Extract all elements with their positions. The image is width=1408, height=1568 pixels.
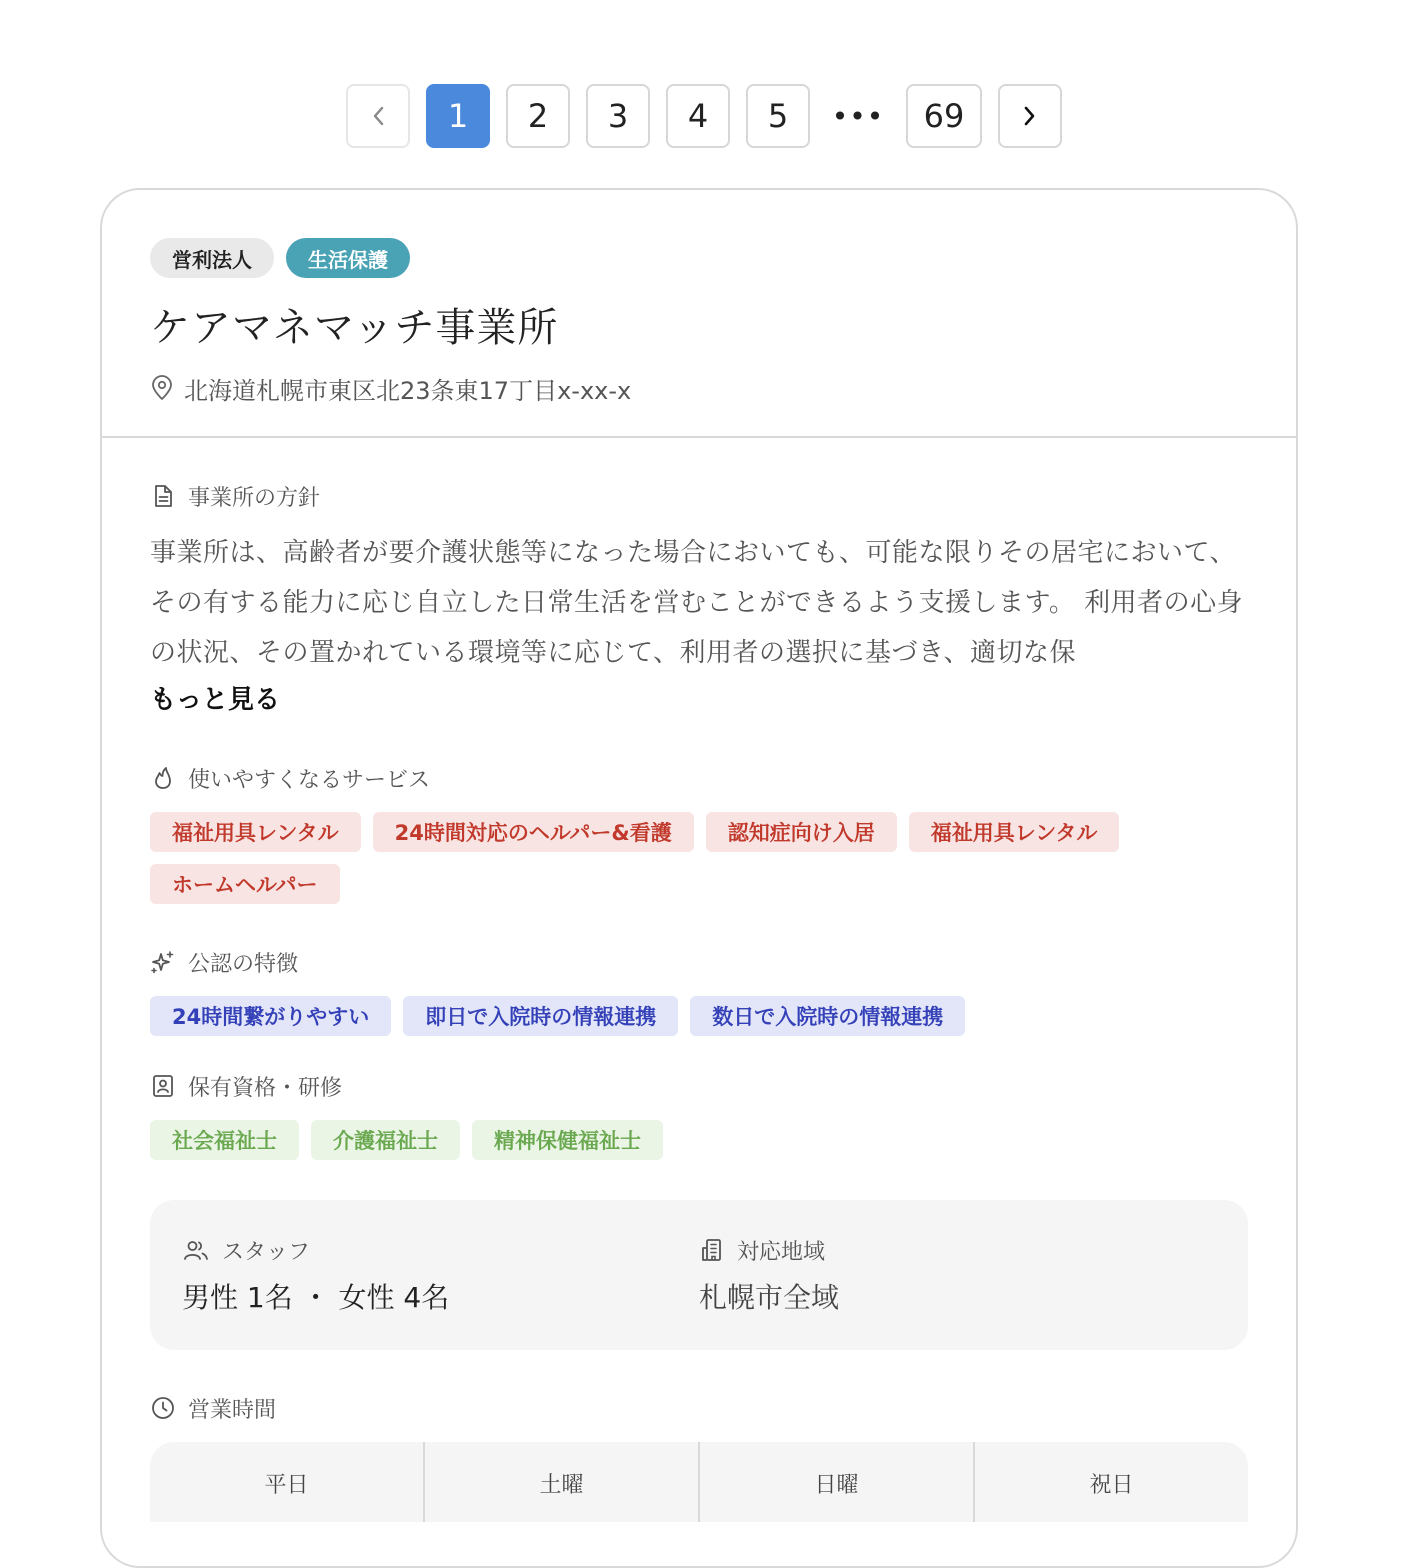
page-button-5[interactable]: 5	[746, 84, 810, 148]
office-address	[150, 368, 1248, 408]
page-button-2[interactable]: 2	[506, 84, 570, 148]
show-more-link[interactable]: もっと見る	[150, 685, 281, 715]
office-card-header	[102, 190, 1296, 438]
prev-page-button[interactable]	[346, 84, 410, 148]
hours-col-weekday: 平日	[150, 1442, 425, 1522]
sparkle-icon	[150, 949, 176, 975]
service-tag: 福祉用具レンタル	[150, 812, 361, 852]
users-icon	[182, 1237, 210, 1263]
staff-title: スタッフ	[222, 1239, 311, 1265]
pagination-ellipsis: •••	[831, 99, 885, 133]
services-title: 使いやすくなるサービス	[188, 767, 431, 793]
qualifications-title: 保有資格・研修	[188, 1075, 343, 1101]
chevron-left-icon	[371, 105, 385, 127]
corporation-type-badge: 営利法人	[150, 238, 274, 278]
location-pin-icon	[150, 375, 174, 401]
service-tag: ホームヘルパー	[150, 864, 340, 904]
policy-text: 事業所は、高齢者が要介護状態等になった場合においても、可能な限りその居宅において、その有する能力に応じ自立した日常生活を営むことができるよう支援します。 利用者の心身の状況、その置かれている環境等に応じて、利用者の選択に基づき、適切な保	[150, 538, 1244, 668]
qualifications-tag-list	[150, 1120, 1248, 1160]
qualifications-section-title	[150, 1068, 1248, 1104]
page-button-last[interactable]: 69	[906, 84, 982, 148]
feature-tag: 数日で入院時の情報連携	[690, 996, 965, 1036]
qualification-tag: 精神保健福祉士	[472, 1120, 663, 1160]
features-section-title	[150, 944, 1248, 980]
next-page-button[interactable]	[998, 84, 1062, 148]
office-card-body	[102, 438, 1296, 1522]
staff-section-title	[182, 1232, 699, 1268]
office-card	[100, 188, 1298, 1568]
qualification-tag: 介護福祉士	[311, 1120, 460, 1160]
id-badge-icon	[150, 1073, 176, 1099]
service-tag: 認知症向け入居	[706, 812, 897, 852]
page-button-4[interactable]: 4	[666, 84, 730, 148]
document-icon	[150, 483, 176, 509]
hours-col-sunday: 日曜	[700, 1442, 975, 1522]
features-tag-list	[150, 996, 1248, 1036]
address-text: 北海道札幌市東区北23条東17丁目x-xx-x	[184, 376, 632, 405]
building-icon	[699, 1237, 725, 1263]
office-type-tags	[150, 238, 1248, 278]
hours-col-holiday: 祝日	[1089, 1473, 1134, 1498]
page-button-1[interactable]: 1	[426, 84, 490, 148]
hours-table-header	[150, 1442, 1248, 1522]
hours-col-saturday: 土曜	[425, 1442, 700, 1522]
flame-icon	[150, 765, 176, 791]
hours-title: 営業時間	[188, 1397, 277, 1423]
qualification-tag: 社会福祉士	[150, 1120, 299, 1160]
staff-count: 男性 1名 ・ 女性 4名	[182, 1281, 450, 1314]
office-name: ケアマネマッチ事業所	[150, 305, 559, 351]
area-section-title	[699, 1232, 1216, 1268]
services-section-title	[150, 760, 1248, 796]
policy-title: 事業所の方針	[188, 485, 321, 511]
service-tag: 24時間対応のヘルパー&看護	[373, 812, 694, 852]
page-button-3[interactable]: 3	[586, 84, 650, 148]
welfare-badge: 生活保護	[286, 238, 410, 278]
features-title: 公認の特徴	[188, 951, 299, 977]
hours-section-title	[150, 1390, 1248, 1426]
service-area: 札幌市全域	[699, 1281, 840, 1314]
policy-section-title	[150, 478, 1248, 514]
staff-area-box	[150, 1200, 1248, 1350]
staff-column	[182, 1232, 699, 1350]
area-title: 対応地域	[737, 1239, 826, 1265]
pagination	[0, 84, 1408, 148]
service-tag: 福祉用具レンタル	[909, 812, 1120, 852]
area-column	[699, 1232, 1216, 1350]
feature-tag: 即日で入院時の情報連携	[403, 996, 678, 1036]
clock-icon	[150, 1395, 176, 1421]
services-tag-list	[150, 812, 1248, 904]
feature-tag: 24時間繋がりやすい	[150, 996, 391, 1036]
chevron-right-icon	[1023, 105, 1037, 127]
